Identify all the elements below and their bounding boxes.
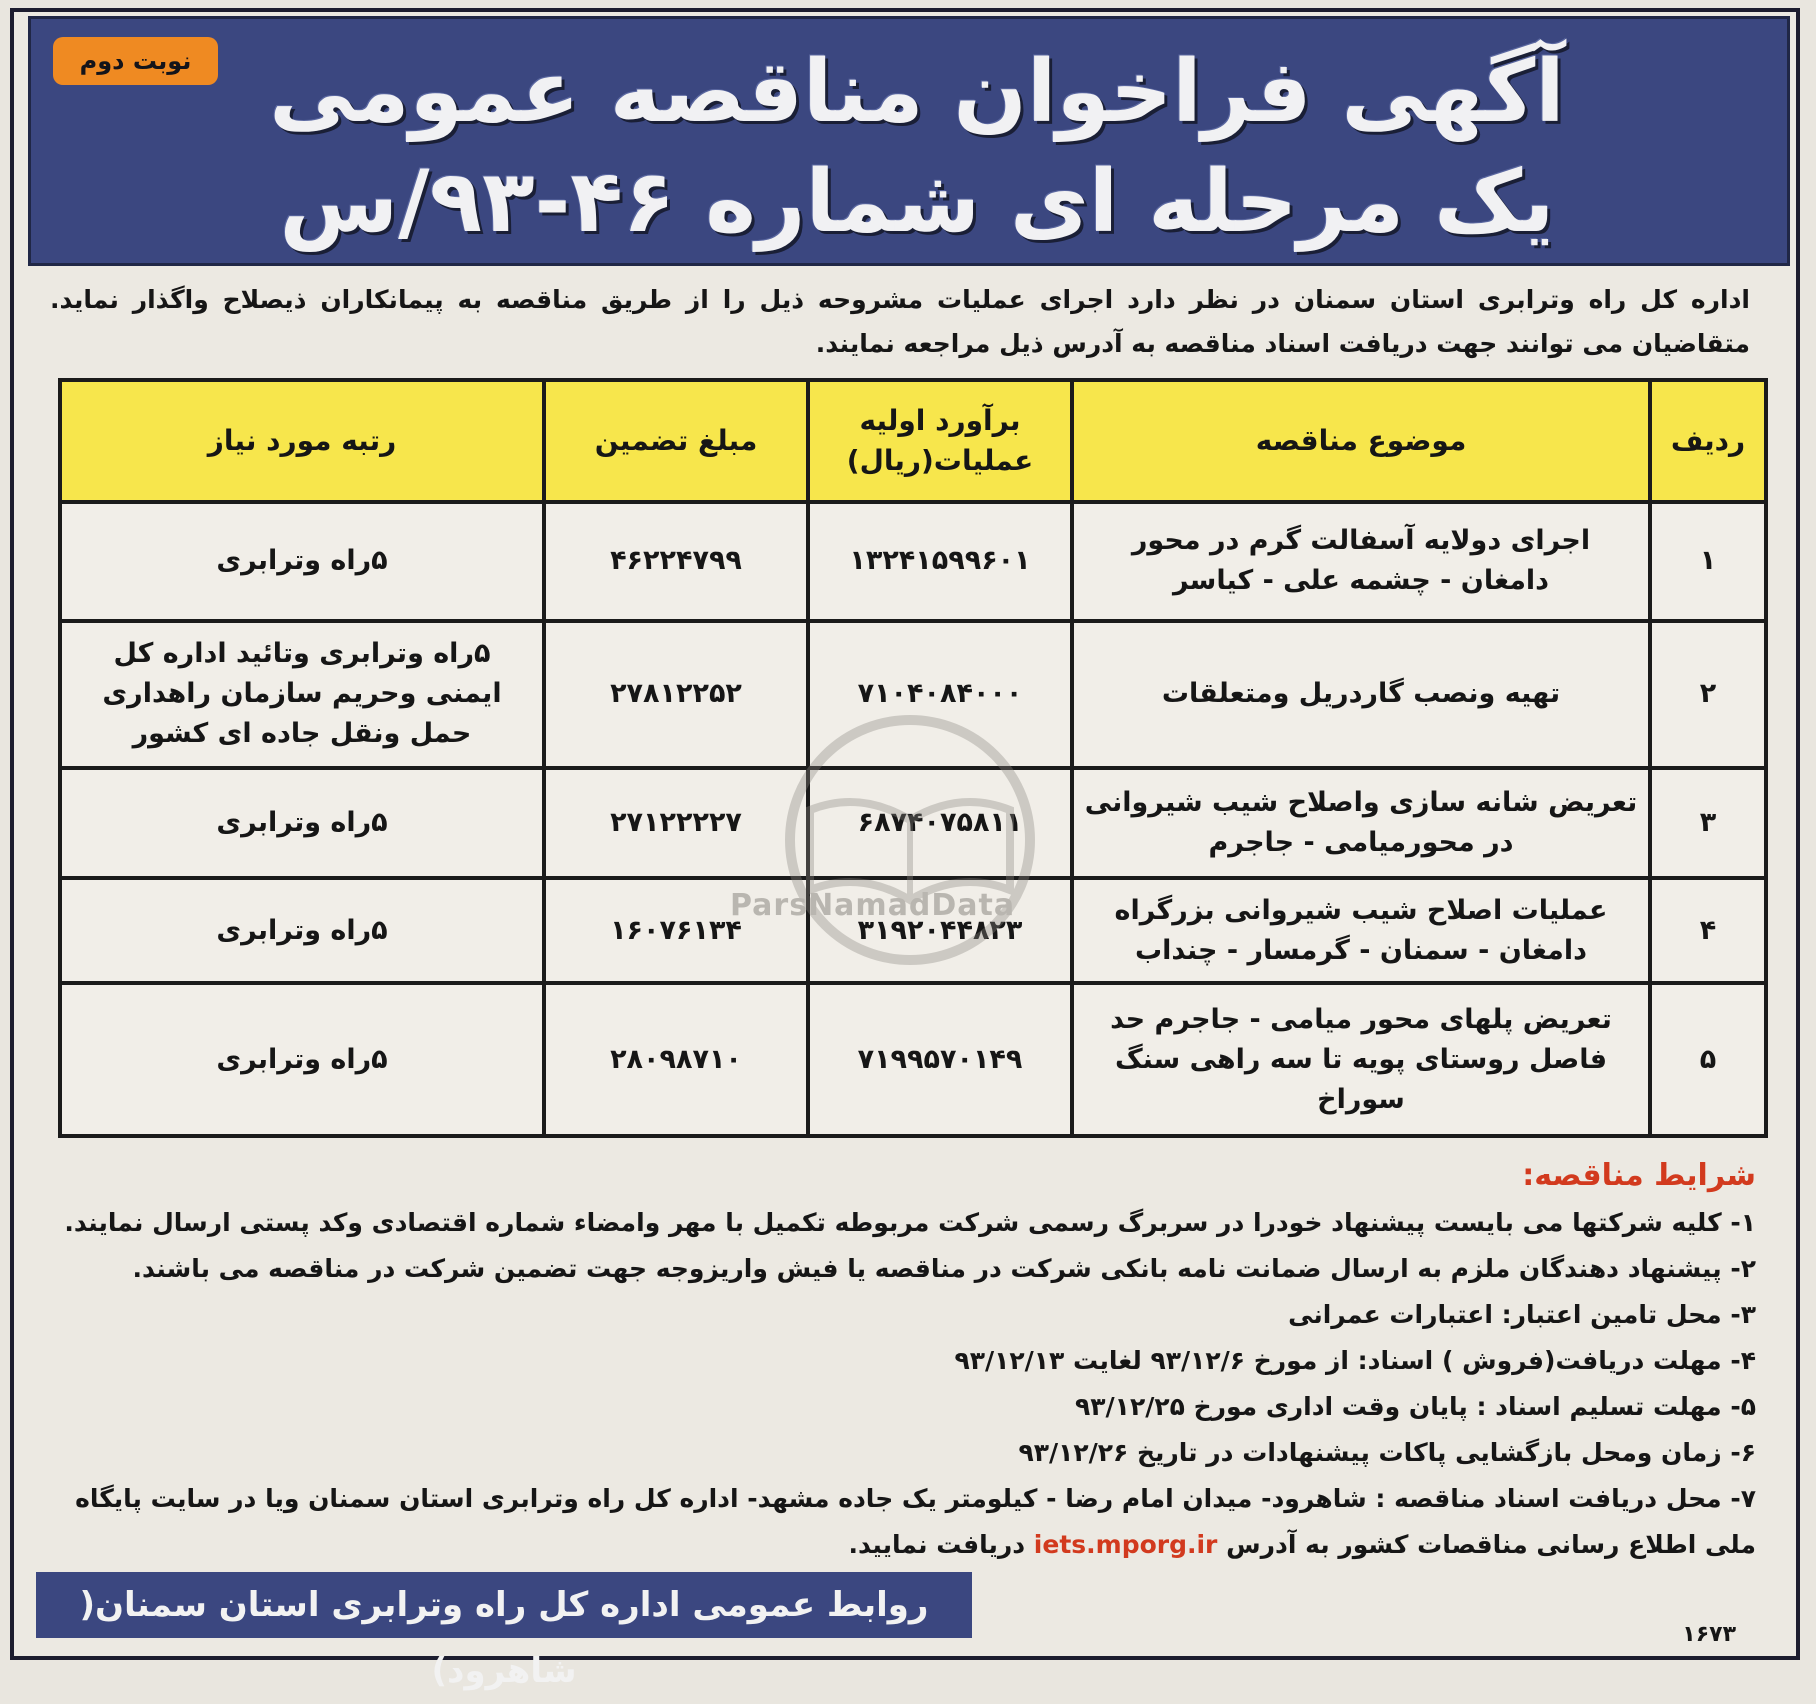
cell-estimate: ۷۱۰۴۰۸۴۰۰۰ [808,621,1072,768]
cell-row-number: ۱ [1650,502,1766,621]
tender-table [58,378,1768,1138]
public-relations-footer: روابط عمومی اداره کل راه وترابری استان سمنان( شاهرود) [36,1572,972,1638]
cell-estimate: ۳۱۹۲۰۴۴۸۲۳ [808,878,1072,983]
table-row [60,768,1766,879]
tender-site-link[interactable]: iets.mporg.ir [1033,1530,1218,1559]
cell-guarantee: ۴۶۲۲۴۷۹۹ [544,502,808,621]
cell-subject: اجرای دولایه آسفالت گرم در محور دامغان - چشمه علی - کیاسر [1072,502,1650,621]
header-estimate: برآورد اولیه عملیات(ریال) [808,380,1072,502]
cell-guarantee: ۲۸۰۹۸۷۱۰ [544,983,808,1136]
condition-item: ۲- پیشنهاد دهندگان ملزم به ارسال ضمانت نامه بانکی شرکت در مناقصه یا فیش واریزوجه جهت تضمین شرکت در مناقصه می باشند. [132,1254,1756,1283]
notice-title-line1: آگهی فراخوان مناقصه عمومی [269,42,1565,142]
condition-item: ۵- مهلت تسلیم اسناد : پایان وقت اداری مورخ ۹۳/۱۲/۲۵ [1075,1392,1756,1421]
cell-estimate: ۶۸۷۴۰۷۵۸۱۱ [808,768,1072,879]
table-header-row [60,380,1766,502]
cell-rank: ۵راه وترابری [60,983,544,1136]
cell-rank: ۵راه وترابری [60,768,544,879]
cell-guarantee: ۲۷۸۱۲۲۵۲ [544,621,808,768]
table-row [60,983,1766,1136]
watermark-text: ParsNamadData [730,888,1016,923]
cell-subject: تهیه ونصب گاردریل ومتعلقات [1072,621,1650,768]
cell-rank: ۵راه وترابری [60,502,544,621]
notice-header [28,16,1790,266]
cell-guarantee: ۲۷۱۲۲۲۲۷ [544,768,808,879]
cell-row-number: ۲ [1650,621,1766,768]
cell-subject: عملیات اصلاح شیب شیروانی بزرگراه دامغان - سمنان - گرمسار - چنداب [1072,878,1650,983]
round-badge: نوبت دوم [53,37,218,85]
header-row-number: ردیف [1650,380,1766,502]
cell-estimate: ۱۳۲۴۱۵۹۹۶۰۱ [808,502,1072,621]
cell-row-number: ۳ [1650,768,1766,879]
cell-estimate: ۷۱۹۹۵۷۰۱۴۹ [808,983,1072,1136]
condition-item: ۶- زمان ومحل بازگشایی پاکات پیشنهادات در تاریخ ۹۳/۱۲/۲۶ [1018,1438,1756,1467]
cell-row-number: ۵ [1650,983,1766,1136]
reference-number: ۱۶۷۳ [1682,1622,1736,1647]
intro-paragraph: اداره کل راه وترابری استان سمنان در نظر دارد اجرای عملیات مشروحه ذیل را از طریق مناقصه به پیمانکاران ذیصلاح واگذار نماید. متقاضیان می توانند جهت دریافت اسناد مناقصه به آدرس ذیل مراجعه نمایند. [50,285,1750,358]
condition-item [56,1476,1756,1568]
cell-row-number: ۴ [1650,878,1766,983]
condition-item-7-suffix: دریافت نمایید. [848,1530,1026,1559]
header-rank: رتبه مورد نیاز [60,380,544,502]
header-subject: موضوع مناقصه [1072,380,1650,502]
cell-subject: تعریض شانه سازی واصلاح شیب شیروانی در محورمیامی - جاجرم [1072,768,1650,879]
header-guarantee: مبلغ تضمین [544,380,808,502]
table-row [60,621,1766,768]
conditions-list [56,1200,1756,1568]
condition-item: ۱- کلیه شرکتها می بایست پیشنهاد خودرا در سربرگ رسمی شرکت مربوطه تکمیل با مهر وامضاء شماره اقتصادی وکد پستی ارسال نمایند. [64,1208,1756,1237]
conditions-title: شرایط مناقصه: [1522,1158,1756,1193]
condition-item: ۳- محل تامین اعتبار: اعتبارات عمرانی [1288,1300,1756,1329]
table-row [60,502,1766,621]
condition-item: ۴- مهلت دریافت(فروش ) اسناد: از مورخ ۹۳/۱۲/۶ لغایت ۹۳/۱۲/۱۳ [954,1346,1756,1375]
cell-rank: ۵راه وترابری [60,878,544,983]
cell-guarantee: ۱۶۰۷۶۱۳۴ [544,878,808,983]
notice-title-line2: یک مرحله ای شماره ۴۶-۹۳/س [279,152,1555,252]
condition-item-7-text: ۷- محل دریافت اسناد مناقصه : شاهرود- میدان امام رضا - کیلومتر یک جاده مشهد- اداره کل راه وترابری استان سمنان ویا در سایت پایگاه ملی اطلاع رسانی مناقصات کشور به آدرس [75,1484,1756,1559]
cell-subject: تعریض پلهای محور میامی - جاجرم حد فاصل روستای پویه تا سه راهی سنگ سوراخ [1072,983,1650,1136]
cell-rank: ۵راه وترابری وتائید اداره کل ایمنی وحریم سازمان راهداری حمل ونقل جاده ای کشور [60,621,544,768]
